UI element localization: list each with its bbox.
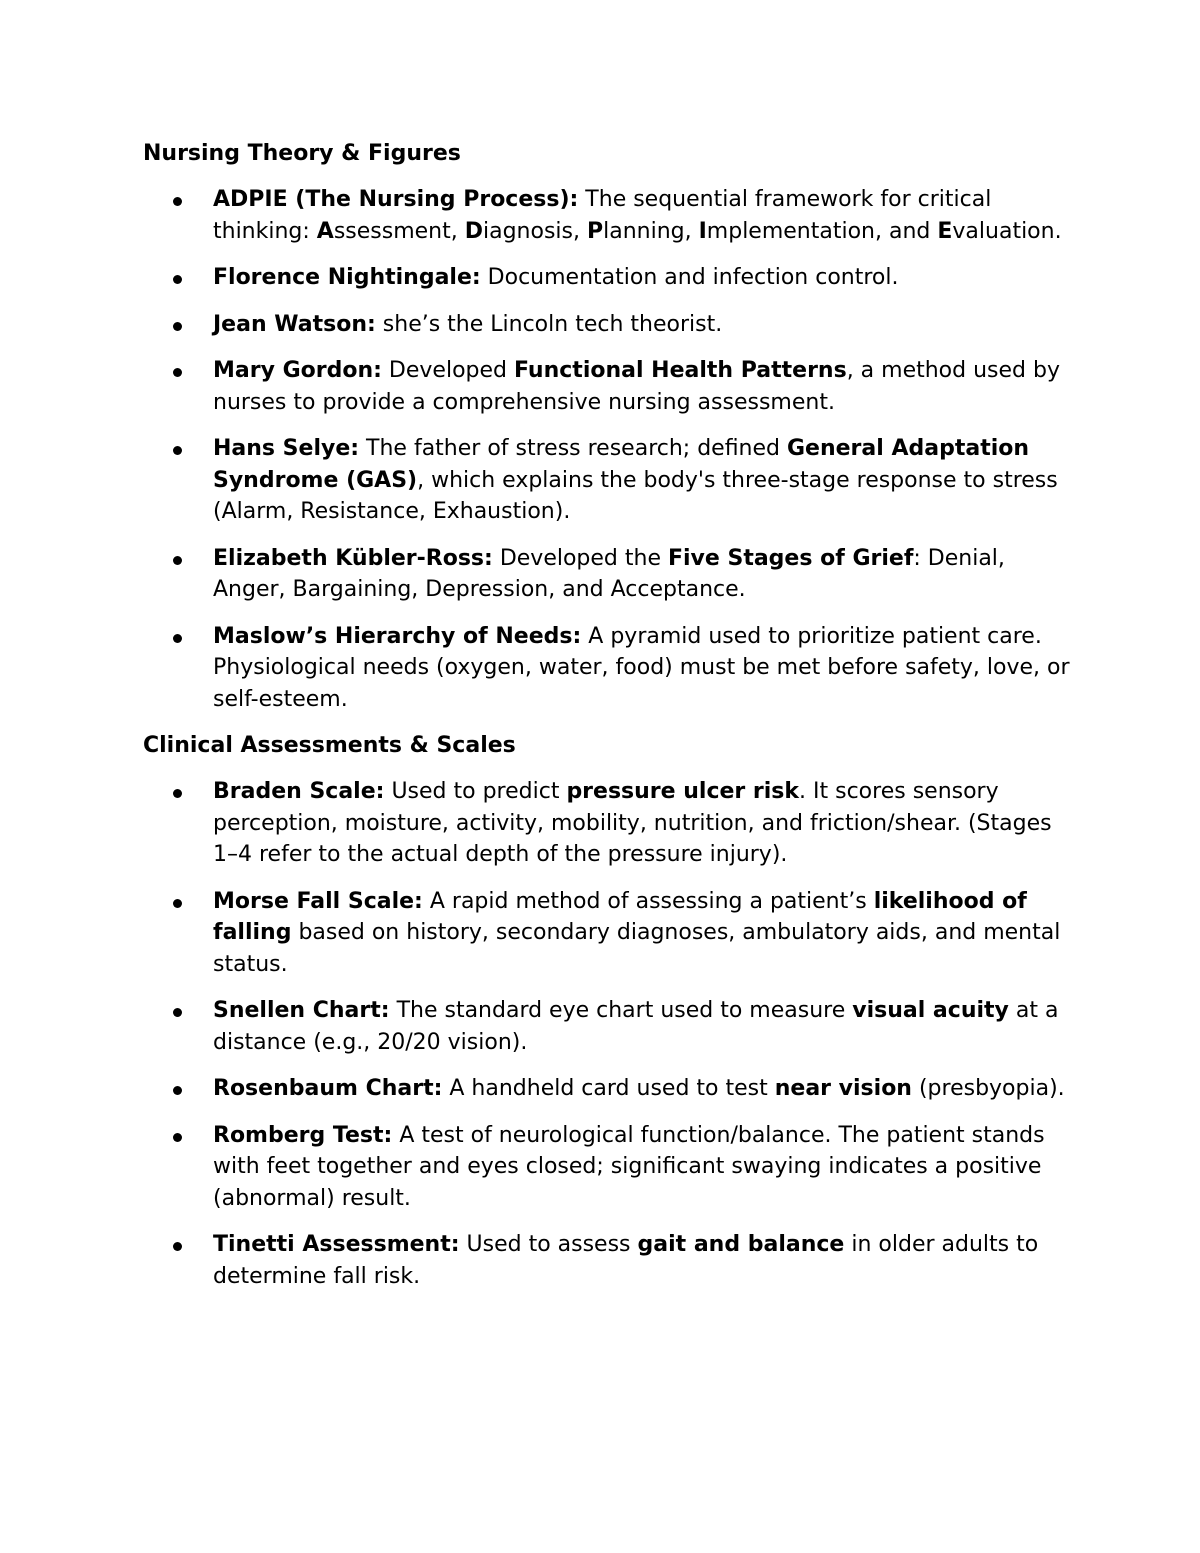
bold-text: I — [698, 218, 707, 244]
document-page — [143, 138, 1073, 1307]
bold-text: P — [586, 218, 604, 244]
bold-text: pressure ulcer risk — [566, 779, 800, 804]
list-item — [143, 184, 1073, 247]
bold-text: Jean Watson: — [213, 311, 376, 337]
body-text: : Denial, Anger, Bargaining, Depression, and Acceptance. — [213, 545, 1005, 602]
section-heading: Nursing Theory & Figures — [143, 141, 461, 166]
section-heading: Clinical Assessments & Scales — [143, 733, 516, 758]
bold-text: Mary Gordon: — [213, 358, 382, 383]
body-text: , a method used by nurses to provide a comprehensive nursing assessment. — [213, 358, 1060, 415]
bullet-list — [143, 184, 1073, 715]
bold-text: Tinetti Assessment: — [213, 1232, 460, 1257]
list-item — [143, 886, 1073, 981]
bullet-icon — [173, 1008, 182, 1017]
bold-text: likelihood of falling — [213, 888, 1027, 945]
bullet-icon — [173, 789, 182, 798]
bullet-icon — [173, 1242, 182, 1251]
body-text: in older adults to determine fall risk. — [213, 1232, 1039, 1289]
body-text: The sequential framework for critical thinking: — [213, 187, 992, 244]
bold-text: Florence Nightingale: — [213, 265, 481, 290]
body-text: Used to predict — [384, 779, 567, 804]
body-text: A pyramid used to prioritize patient care. Physiological needs (oxygen, water, food) must be met before safety, love, or self-esteem. — [213, 623, 1070, 712]
body-text: Documentation and infection control. — [480, 265, 899, 290]
bold-text: General Adaptation Syndrome (GAS) — [213, 436, 1030, 493]
list-item — [143, 621, 1073, 716]
body-text: lanning, — [603, 218, 699, 244]
list-item — [143, 309, 1073, 341]
bold-text: gait and balance — [637, 1232, 845, 1257]
body-text: ssessment, — [333, 218, 465, 244]
bullet-icon — [173, 368, 182, 377]
bullet-list — [143, 776, 1073, 1292]
bold-text: Elizabeth Kübler-Ross: — [213, 545, 493, 571]
bold-text: visual acuity — [852, 998, 1009, 1023]
body-text: , which explains the body's three-stage response to stress (Alarm, Resistance, Exhaustion). — [213, 467, 1058, 524]
body-text: at a distance (e.g., 20/20 vision). — [213, 998, 1059, 1055]
bullet-icon — [173, 634, 182, 643]
bold-text: Maslow’s Hierarchy of Needs: — [213, 623, 582, 649]
bold-text: Morse Fall Scale: — [213, 888, 423, 914]
bold-text: Rosenbaum Chart: — [213, 1076, 443, 1101]
list-item — [143, 1229, 1073, 1292]
bold-text: Functional Health Patterns — [514, 358, 847, 383]
body-text: A rapid method of assessing a patient’s — [422, 888, 874, 914]
bullet-icon — [173, 446, 182, 455]
bullet-icon — [173, 322, 182, 331]
bold-text: Braden Scale: — [213, 779, 385, 804]
bold-text: Hans Selye: — [213, 436, 360, 461]
list-item — [143, 995, 1073, 1058]
bold-text: Five Stages of Grief — [667, 545, 914, 571]
bullet-icon — [173, 556, 182, 565]
bullet-icon — [173, 1086, 182, 1095]
bullet-icon — [173, 899, 182, 908]
bold-text: near vision — [774, 1076, 912, 1101]
list-item — [143, 1120, 1073, 1215]
bold-text: D — [464, 218, 483, 244]
list-item — [143, 543, 1073, 606]
body-text: A test of neurological function/balance. The patient stands with feet together and eyes closed; significant swaying indicates a positive (abnormal) result. — [213, 1122, 1045, 1211]
bold-text: Romberg Test: — [213, 1122, 393, 1148]
list-item — [143, 262, 1073, 294]
body-text: The standard eye chart used to measure — [389, 998, 853, 1023]
body-text: she’s the Lincoln tech theorist. — [375, 311, 723, 337]
body-text: mplementation, and — [706, 218, 938, 244]
body-text: . It scores sensory perception, moisture, activity, mobility, nutrition, and friction/shear. (Stages 1–4 refer to the actual depth of the pressure injury). — [213, 779, 1052, 867]
bold-text: A — [316, 218, 334, 244]
body-text: valuation. — [952, 218, 1062, 244]
body-text: based on history, secondary diagnoses, ambulatory aids, and mental status. — [213, 920, 1061, 977]
list-item — [143, 1073, 1073, 1105]
body-text: iagnosis, — [483, 218, 587, 244]
list-item — [143, 776, 1073, 871]
bullet-icon — [173, 197, 182, 206]
body-text: A handheld card used to test — [442, 1076, 775, 1101]
body-text: The father of stress research; defined — [359, 436, 787, 461]
list-item — [143, 355, 1073, 418]
bullet-icon — [173, 1133, 182, 1142]
body-text: Used to assess — [459, 1232, 638, 1257]
bold-text: ADPIE (The Nursing Process): — [213, 187, 579, 212]
bullet-icon — [173, 275, 182, 284]
body-text: (presbyopia). — [911, 1076, 1065, 1101]
list-item — [143, 433, 1073, 528]
body-text: Developed the — [492, 545, 668, 571]
bold-text: Snellen Chart: — [213, 998, 390, 1023]
bold-text: E — [937, 218, 953, 244]
body-text: Developed — [381, 358, 514, 383]
